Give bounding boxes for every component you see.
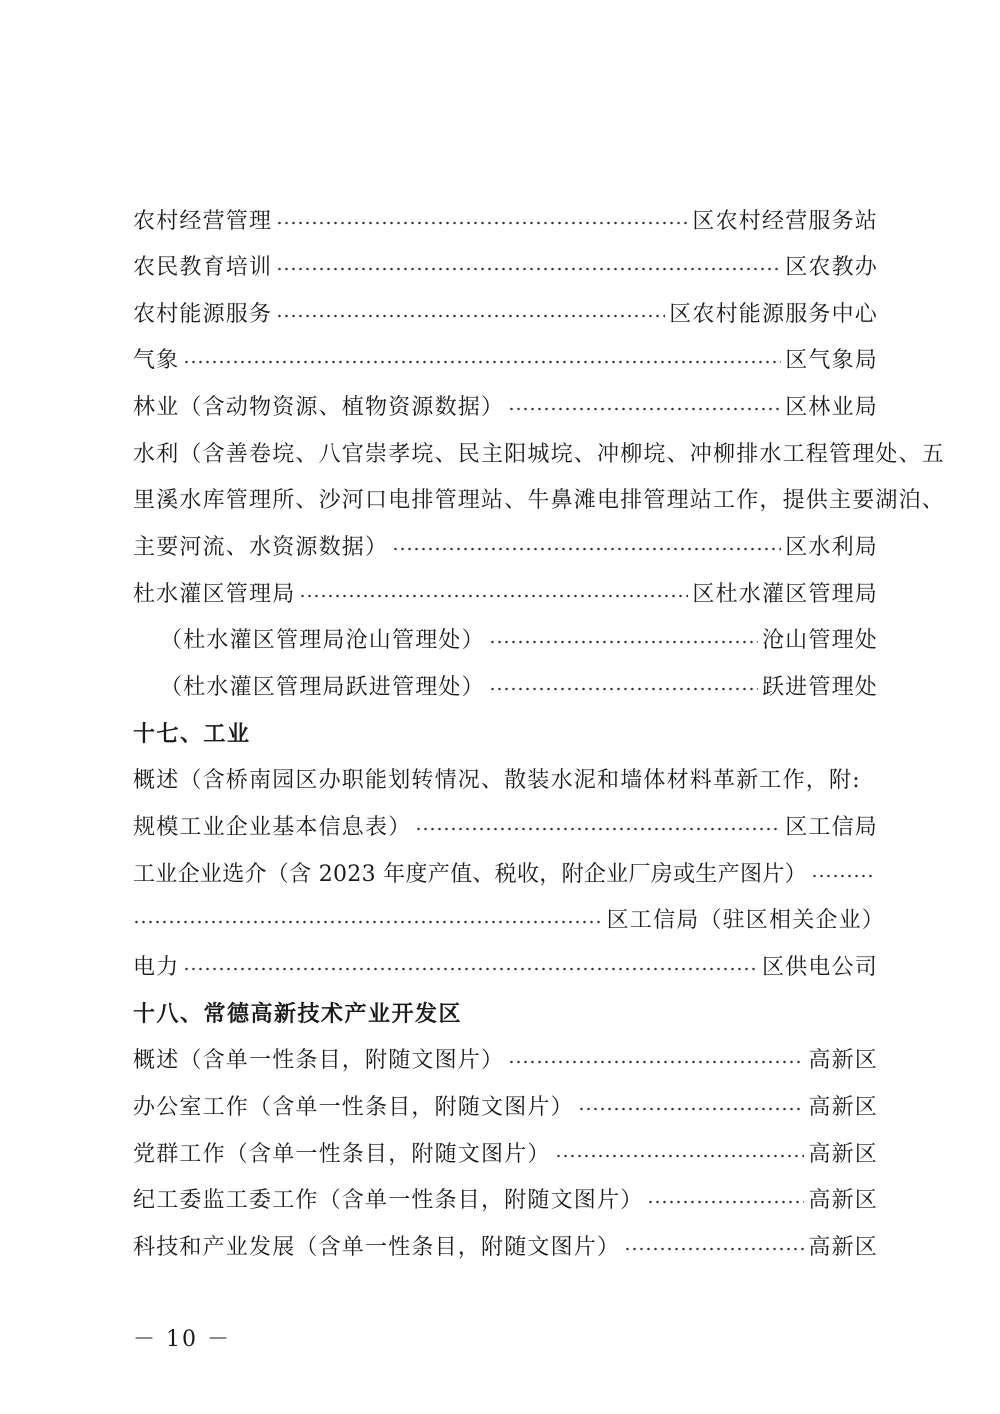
- entry-dept: 区水利局: [785, 534, 878, 560]
- entry-dept: 区气象局: [785, 347, 878, 373]
- entry-label: 工业企业选介（含 2023 年度产值、税收，附企业厂房或生产图片）: [133, 861, 807, 887]
- toc-entry-enterprise-intro-line2: [133, 898, 885, 938]
- leader-dots: [276, 267, 781, 271]
- entry-label: 科技和产业发展（含单一性条目，附随文图片）: [133, 1234, 621, 1260]
- entry-dept: 区农教办: [785, 254, 878, 280]
- entry-dept: 沧山管理处: [761, 627, 878, 653]
- toc-entry-yuejin-office: [160, 665, 878, 705]
- entry-dept: 高新区: [808, 1141, 878, 1167]
- leader-dots: [555, 1154, 805, 1158]
- entry-label: 概述（含桥南园区办职能划转情况、散装水泥和墙体材料革新工作，附:: [133, 767, 861, 793]
- toc-entry-water-line3: [133, 525, 878, 565]
- toc-entry-weather: [133, 338, 878, 378]
- toc-entry-industry-overview-line2: [133, 805, 878, 845]
- toc-entry-farmer-training: [133, 245, 878, 285]
- entry-label: 农村经营管理: [133, 208, 273, 234]
- toc-entry-irrigation-bureau: [133, 572, 878, 612]
- leader-dots: [415, 827, 781, 831]
- toc-entry-zone-discipline: [133, 1178, 878, 1218]
- leader-dots: [276, 314, 665, 318]
- toc-entry-industry-overview-line1: [133, 758, 885, 798]
- section-heading-high-tech-zone: 十八、常德高新技术产业开发区: [133, 1001, 463, 1027]
- entry-dept: 区农村经营服务站: [692, 208, 878, 234]
- leader-dots: [624, 1247, 804, 1251]
- entry-label: （杜水灌区管理局沧山管理处）: [160, 627, 485, 653]
- entry-label: 林业（含动物资源、植物资源数据）: [133, 394, 505, 420]
- leader-dots: [183, 360, 781, 364]
- leader-dots: [508, 407, 781, 411]
- entry-dept: 高新区: [808, 1047, 878, 1073]
- entry-label: 主要河流、水资源数据）: [133, 534, 389, 560]
- entry-label: 办公室工作（含单一性条目，附随文图片）: [133, 1094, 574, 1120]
- entry-label: 农村能源服务: [133, 301, 273, 327]
- entry-dept: 跃进管理处: [761, 674, 878, 700]
- entry-dept: 高新区: [808, 1187, 878, 1213]
- leader-dots: [392, 547, 781, 551]
- leader-dots: [299, 594, 688, 598]
- leader-dots: [578, 1107, 805, 1111]
- entry-dept: 区农村能源服务中心: [669, 301, 878, 327]
- entry-label: 水利（含善卷垸、八官崇孝垸、民主阳城垸、冲柳垸、冲柳排水工程管理处、五: [133, 441, 946, 467]
- entry-label: 规模工业企业基本信息表）: [133, 814, 412, 840]
- entry-label: （杜水灌区管理局跃进管理处）: [160, 674, 485, 700]
- leader-dots: [647, 1200, 804, 1204]
- toc-entry-zone-office: [133, 1085, 878, 1125]
- leader-dots: [276, 221, 688, 225]
- entry-dept: 区供电公司: [761, 954, 878, 980]
- entry-dept: 区工信局: [785, 814, 878, 840]
- toc-entry-zone-party: [133, 1132, 878, 1172]
- toc-entry-rural-energy: [133, 292, 878, 332]
- entry-label: 杜水灌区管理局: [133, 581, 296, 607]
- leader-dots: [183, 967, 758, 971]
- toc-entry-cangshan-office: [160, 618, 878, 658]
- entry-label: 农民教育培训: [133, 254, 273, 280]
- toc-entry-zone-technology: [133, 1225, 878, 1265]
- leader-dots: [489, 640, 758, 644]
- toc-entry-rural-management: [133, 199, 878, 239]
- toc-entry-power: [133, 945, 878, 985]
- leader-dots: [508, 1060, 804, 1064]
- entry-dept: 高新区: [808, 1094, 878, 1120]
- entry-label: 电力: [133, 954, 180, 980]
- entry-label: 党群工作（含单一性条目，附随文图片）: [133, 1141, 551, 1167]
- toc-entry-zone-overview: [133, 1038, 878, 1078]
- page-number: － 10 －: [133, 1326, 231, 1352]
- toc-entry-enterprise-intro-line1: [133, 852, 878, 892]
- leader-dots: [489, 687, 758, 691]
- toc-entry-water-line1: [133, 432, 946, 472]
- toc-entry-water-line2: [133, 478, 946, 518]
- leader-dots: [133, 920, 603, 924]
- leader-dots: [811, 874, 874, 878]
- toc-entry-forestry: [133, 385, 878, 425]
- entry-label: 纪工委监工委工作（含单一性条目，附随文图片）: [133, 1187, 644, 1213]
- entry-dept: 区工信局（驻区相关企业）: [606, 907, 885, 933]
- entry-dept: 高新区: [808, 1234, 878, 1260]
- entry-dept: 区杜水灌区管理局: [692, 581, 878, 607]
- entry-label: 气象: [133, 347, 180, 373]
- section-heading-industry: 十七、工业: [133, 721, 251, 747]
- entry-label: 里溪水库管理所、沙河口电排管理站、牛鼻滩电排管理站工作，提供主要湖泊、: [133, 487, 946, 513]
- entry-label: 概述（含单一性条目，附随文图片）: [133, 1047, 505, 1073]
- entry-dept: 区林业局: [785, 394, 878, 420]
